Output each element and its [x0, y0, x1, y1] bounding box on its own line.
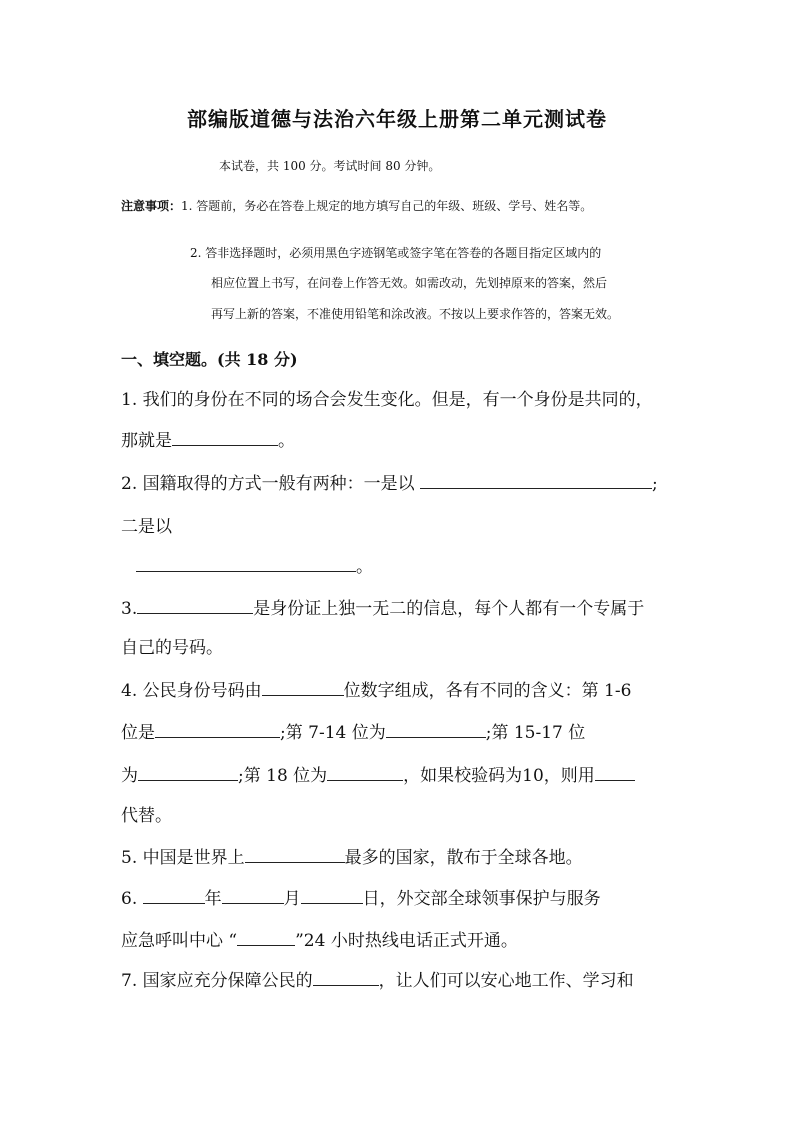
answer-blank[interactable] — [245, 861, 345, 863]
answer-blank[interactable] — [595, 779, 635, 781]
question-6-line-1 — [121, 884, 601, 909]
question-7-text-b: ，让人们可以安心地工作、学习和 — [378, 971, 634, 991]
answer-blank[interactable] — [172, 444, 278, 446]
question-6-month: 月 — [283, 889, 301, 909]
notes-line-1 — [121, 197, 592, 214]
question-1-line-2 — [121, 426, 295, 451]
question-2-end: 。 — [356, 557, 373, 577]
question-2-line-1 — [121, 469, 658, 494]
question-3-number: 3. — [121, 599, 138, 619]
answer-blank[interactable] — [386, 736, 486, 738]
answer-blank[interactable] — [262, 694, 344, 696]
question-4-text-h: ，如果校验码为10，则用 — [403, 766, 595, 786]
question-4-text-a: 4. 公民身份号码由 — [121, 681, 262, 701]
question-4-line-1 — [121, 676, 631, 701]
question-4-line-3 — [121, 761, 635, 786]
section-heading: 一、填空题。(共 18 分) — [121, 350, 298, 369]
question-6-text: 日，外交部全球领事保护与服务 — [362, 889, 601, 909]
question-3-text: 是身份证上独一无二的信息，每个人都有一个专属于 — [253, 599, 645, 619]
question-6-number: 6. — [121, 889, 138, 909]
notes-item-2-line-2: 相应位置上书写，在问卷上作答无效。如需改动，先划掉原来的答案，然后 — [211, 276, 608, 290]
question-7-line-1 — [121, 966, 634, 991]
answer-blank[interactable] — [155, 736, 280, 738]
question-3-line-1 — [121, 594, 644, 619]
notes-item-1: 1. 答题前，务必在答卷上规定的地方填写自己的年级、班级、学号、姓名等。 — [181, 199, 593, 213]
answer-blank[interactable] — [137, 612, 253, 614]
question-2-text: 2. 国籍取得的方式一般有两种：一是以 — [121, 474, 415, 494]
question-2-semicolon: ; — [652, 474, 658, 494]
page-title: 部编版道德与法治六年级上册第二单元测试卷 — [187, 107, 607, 131]
question-4-text-c: 位是 — [121, 723, 155, 743]
question-4-text-b: 位数字组成，各有不同的含义：第 1-6 — [343, 681, 632, 701]
question-5-line-1 — [121, 843, 583, 868]
question-4-line-2 — [121, 718, 585, 743]
question-4-line-4: 代替。 — [121, 806, 172, 826]
exam-info: 本试卷，共 100 分。考试时间 80 分钟。 — [219, 159, 441, 173]
question-4-text-f: 为 — [121, 766, 138, 786]
question-5-text-a: 5. 中国是世界上 — [121, 848, 245, 868]
answer-blank[interactable] — [222, 902, 284, 904]
answer-blank[interactable] — [301, 902, 363, 904]
question-1-end: 。 — [278, 431, 295, 451]
answer-blank[interactable] — [420, 487, 652, 489]
question-4-text-d: ;第 7-14 位为 — [280, 723, 386, 743]
question-6-text-e: 应急呼叫中心 “ — [121, 931, 238, 951]
notes-label: 注意事项： — [121, 199, 182, 213]
answer-blank[interactable] — [136, 570, 356, 572]
question-6-text-f: ”24 小时热线电话正式开通。 — [295, 931, 518, 951]
answer-blank[interactable] — [143, 902, 205, 904]
question-3-line-2: 自己的号码。 — [121, 638, 223, 658]
answer-blank[interactable] — [313, 984, 379, 986]
question-7-text-a: 7. 国家应充分保障公民的 — [121, 971, 313, 991]
question-1-text: 那就是 — [121, 431, 172, 451]
question-6-line-2 — [121, 926, 518, 951]
question-2-line-2: 二是以 — [121, 517, 172, 537]
answer-blank[interactable] — [138, 779, 238, 781]
question-2-line-3 — [136, 552, 373, 577]
answer-blank[interactable] — [327, 779, 403, 781]
question-4-text-e: ;第 15-17 位 — [485, 723, 586, 743]
notes-item-2-line-1: 2. 答非选择题时，必须用黑色字迹钢笔或签字笔在答卷的各题目指定区域内的 — [190, 246, 602, 260]
question-4-text-g: ;第 18 位为 — [238, 766, 328, 786]
answer-blank[interactable] — [237, 944, 295, 946]
question-6-year: 年 — [204, 889, 222, 909]
question-5-text-b: 最多的国家，散布于全球各地。 — [344, 848, 583, 868]
notes-item-2-line-3: 再写上新的答案，不准使用铅笔和涂改液。不按以上要求作答的，答案无效。 — [211, 307, 620, 321]
question-1-line-1: 1. 我们的身份在不同的场合会发生变化。但是，有一个身份是共同的， — [121, 390, 653, 410]
